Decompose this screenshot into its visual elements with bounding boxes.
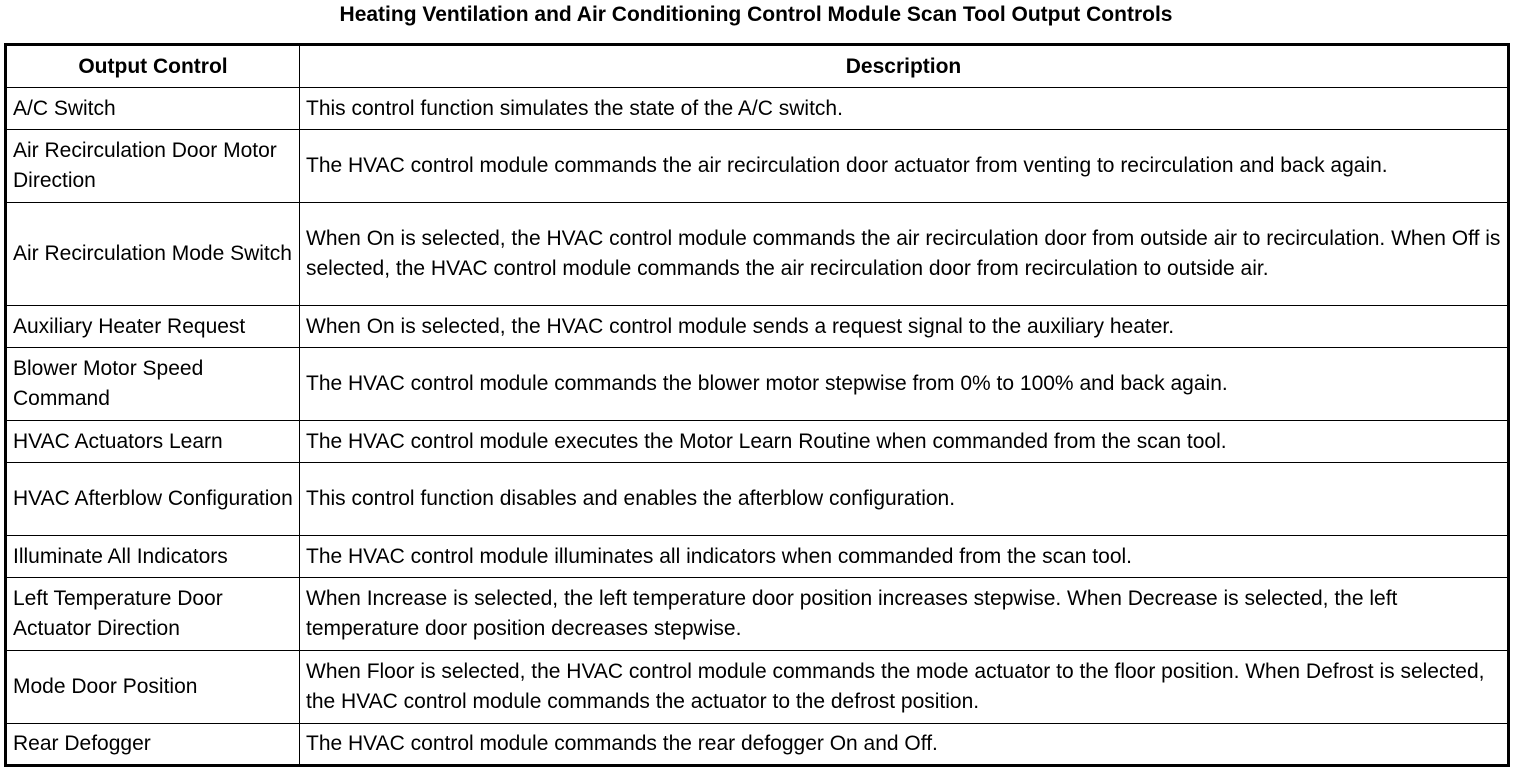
header-output-control: Output Control <box>6 45 300 88</box>
output-control-cell: Air Recirculation Mode Switch <box>6 203 300 306</box>
table-row <box>6 306 1509 348</box>
description-cell: When On is selected, the HVAC control module sends a request signal to the auxiliary heater. <box>300 306 1509 348</box>
description-cell: The HVAC control module commands the blower motor stepwise from 0% to 100% and back again. <box>300 348 1509 421</box>
table-row <box>6 651 1509 724</box>
output-control-cell: Left Temperature Door Actuator Direction <box>6 578 300 651</box>
table-row <box>6 578 1509 651</box>
description-cell: When Increase is selected, the left temperature door position increases stepwise. When Decrease is selected, the left temperature door position decreases stepwise. <box>300 578 1509 651</box>
table-row <box>6 421 1509 463</box>
output-control-cell: A/C Switch <box>6 88 300 130</box>
description-cell: When Floor is selected, the HVAC control module commands the mode actuator to the floor position. When Defrost is selected, the HVAC control module commands the actuator to the defrost position. <box>300 651 1509 724</box>
table-row <box>6 88 1509 130</box>
description-cell: The HVAC control module commands the rear defogger On and Off. <box>300 724 1509 766</box>
table-title: Heating Ventilation and Air Conditioning Control Module Scan Tool Output Controls <box>339 3 1173 26</box>
output-control-cell: Air Recirculation Door Motor Direction <box>6 130 300 203</box>
description-cell: The HVAC control module illuminates all indicators when commanded from the scan tool. <box>300 536 1509 578</box>
table-row <box>6 536 1509 578</box>
header-description: Description <box>300 45 1509 88</box>
output-control-cell: HVAC Actuators Learn <box>6 421 300 463</box>
table-row <box>6 724 1509 766</box>
output-controls-table <box>4 43 1510 767</box>
output-control-cell: HVAC Afterblow Configuration <box>6 463 300 536</box>
header-row <box>6 45 1509 88</box>
description-cell: The HVAC control module commands the air recirculation door actuator from venting to recirculation and back again. <box>300 130 1509 203</box>
description-cell: This control function disables and enables the afterblow configuration. <box>300 463 1509 536</box>
table-row <box>6 348 1509 421</box>
table-row <box>6 130 1509 203</box>
output-control-cell: Illuminate All Indicators <box>6 536 300 578</box>
description-cell: When On is selected, the HVAC control module commands the air recirculation door from outside air to recirculation. When Off is selected, the HVAC control module commands the air recirculation door from recirculation to outside air. <box>300 203 1509 306</box>
output-control-cell: Rear Defogger <box>6 724 300 766</box>
table-row <box>6 203 1509 306</box>
output-control-cell: Auxiliary Heater Request <box>6 306 300 348</box>
output-control-cell: Blower Motor Speed Command <box>6 348 300 421</box>
description-cell: The HVAC control module executes the Motor Learn Routine when commanded from the scan tool. <box>300 421 1509 463</box>
description-cell: This control function simulates the state of the A/C switch. <box>300 88 1509 130</box>
output-control-cell: Mode Door Position <box>6 651 300 724</box>
table-row <box>6 463 1509 536</box>
